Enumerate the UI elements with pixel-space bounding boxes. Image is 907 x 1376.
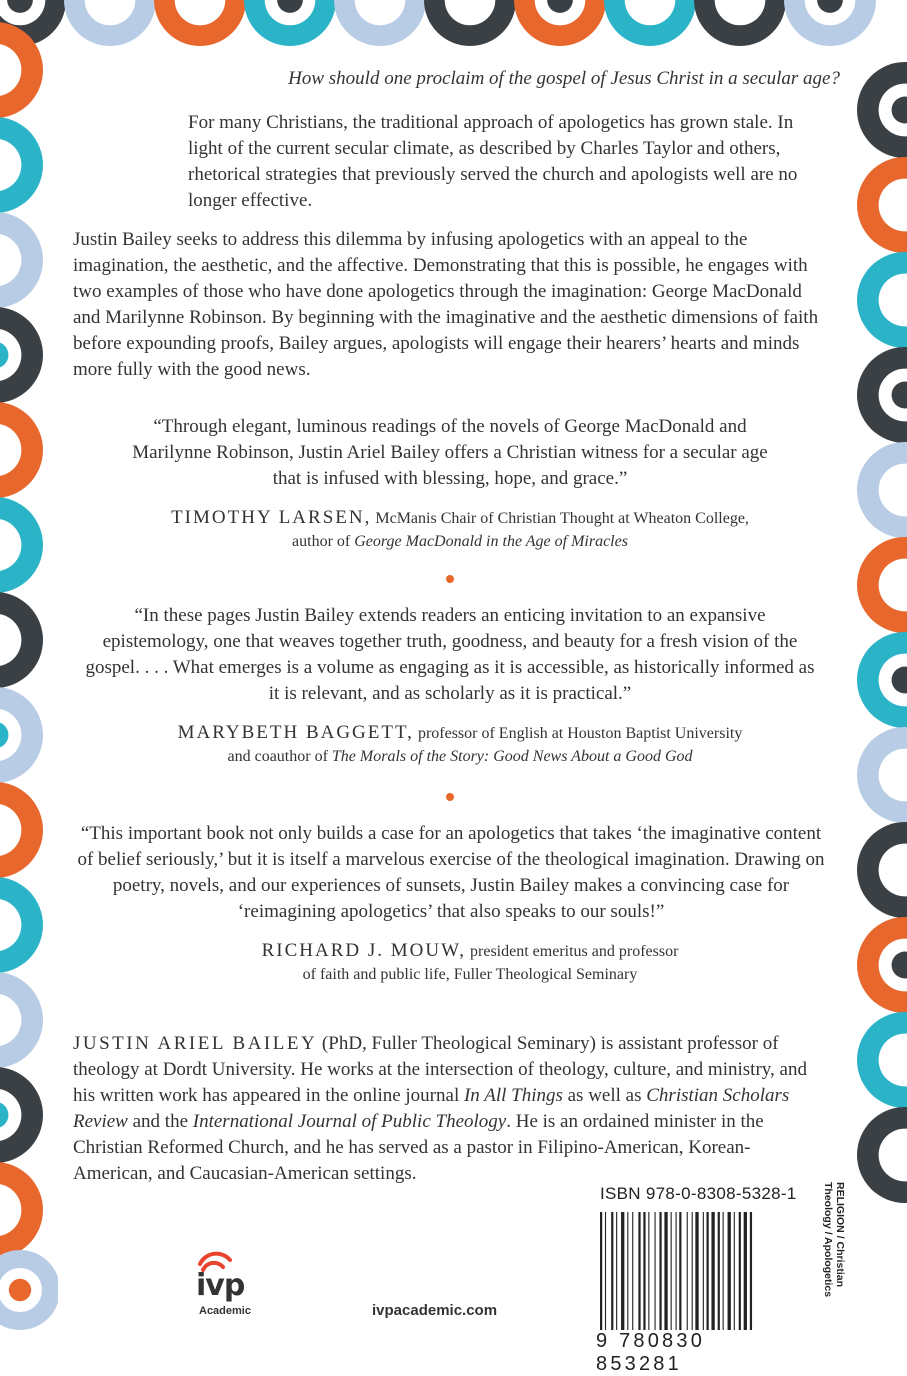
endorsement-attribution: [90, 506, 830, 553]
intro-question: How should one proclaim of the gospel of Jesus Christ in a secular age?: [288, 68, 840, 89]
main-paragraph: Justin Bailey seeks to address this dilemma by infusing apologetics with an appeal to the imagination, the aesthetic, and the affective. Demonstrating that this is possible, he engages with two examples of those who have done apologetics through the imagination: George MacDonald and Marilynne Robinson. By beginning with the imaginative and the aesthetic dimensions of faith before expounding proofs, Bailey argues, apologists will engage their hearers’ hearts and minds more fully with the good news.: [73, 229, 819, 380]
publisher-website: ivpacademic.com: [372, 1302, 498, 1319]
journal-title: International Journal of Public Theology: [192, 1111, 507, 1132]
endorsement-quote: “In these pages Justin Bailey extends readers an enticing invitation to an expansive epistemology, one that weaves together truth, goodness, and beauty for a fresh vision of the gospel. . . . What emerges is a volume as engaging as it is accessible, as historically informed as it is relevant, and as scholarly as it is practical.”: [85, 605, 815, 704]
bio-text: and the: [127, 1111, 193, 1132]
intro-paragraph: For many Christians, the traditional approach of apologetics has grown stale. In light of the current secular climate, as described by Charles Taylor and others, rhetorical strategies that previously served the church and apologists well are no longer effective.: [188, 112, 798, 211]
isbn-label: ISBN 978-0-8308-5328-1: [600, 1184, 797, 1203]
barcode-digits: 9 780830 853281: [596, 1330, 706, 1375]
endorser-title: McManis Chair of Christian Thought at Wheaton College,: [375, 510, 749, 527]
endorser-name: RICHARD J. MOUW,: [261, 940, 467, 961]
separator-dot: [446, 575, 454, 583]
endorsement-quote: “Through elegant, luminous readings of the novels of George MacDonald and Marilynne Robinson, Justin Ariel Bailey offers a Christian witness for a secular age that is infused with blessing, hope, and grace.”: [132, 416, 768, 489]
barcode: [596, 1212, 798, 1334]
separator-dot: [446, 793, 454, 801]
bisac-text: RELIGION / Christian Theology / Apologetics: [822, 1182, 846, 1298]
endorser-title-2: of faith and public life, Fuller Theological Seminary: [302, 966, 638, 983]
endorser-name: TIMOTHY LARSEN,: [171, 507, 372, 528]
bio-text: (PhD, Fuller Theological Seminary) is assistant professor of theology at Dordt University. He works at the intersection of theology, culture, and ministry, and his written work has appeared in the online journal: [73, 1033, 807, 1106]
endorser-name: MARYBETH BAGGETT,: [177, 722, 414, 743]
bio-text: . He is an ordained minister in the Christian Reformed Church, and he has served as a pastor in Filipino-American, Korean-American, and Caucasian-American settings.: [73, 1111, 764, 1184]
author-name: JUSTIN ARIEL BAILEY: [73, 1033, 318, 1054]
bisac-category: [820, 1182, 850, 1302]
endorsement-quote: “This important book not only builds a case for an apologetics that takes ‘the imaginative content of belief seriously,’ but it is itself a marvelous exercise of the theological imagination. Drawing on poetry, novels, and our experiences of sunsets, Justin Bailey makes a convincing case for ‘reimagining apologetics’ that also speaks to our souls!”: [77, 823, 825, 922]
publisher-logo-sub: Academic: [199, 1305, 251, 1317]
journal-title: In All Things: [463, 1085, 563, 1106]
publisher-logo-word: ivp: [196, 1268, 245, 1303]
endorser-title: professor of English at Houston Baptist University: [417, 725, 743, 742]
endorsement-attribution: [100, 939, 840, 986]
endorser-title-2: author of: [292, 533, 355, 550]
endorser-book-title: George MacDonald in the Age of Miracles: [354, 533, 628, 550]
endorsement-attribution: [80, 721, 840, 768]
bio-text: as well as: [562, 1085, 647, 1106]
author-bio: [73, 1031, 813, 1187]
journal-title: Christian Scholars Review: [73, 1085, 790, 1132]
endorser-title: president emeritus and professor: [470, 943, 679, 960]
endorser-book-title: The Morals of the Story: Good News About a Good God: [331, 748, 693, 765]
endorser-title-2: and coauthor of: [227, 748, 332, 765]
